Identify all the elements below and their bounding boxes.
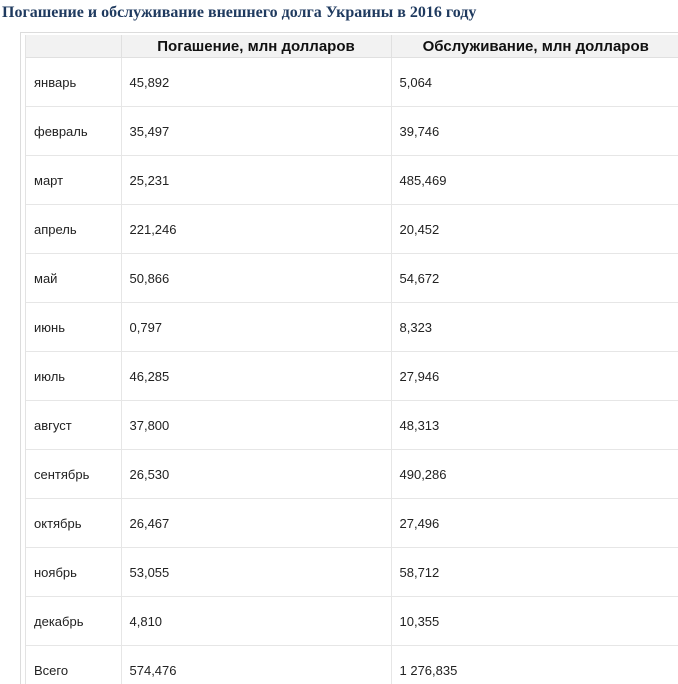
servicing-cell: 490,286 xyxy=(391,450,678,499)
table-row xyxy=(26,401,678,450)
table-body xyxy=(26,58,678,684)
header-month xyxy=(26,35,121,58)
servicing-cell: 27,946 xyxy=(391,352,678,401)
servicing-cell: 58,712 xyxy=(391,548,678,597)
table-row xyxy=(26,107,678,156)
servicing-cell: 10,355 xyxy=(391,597,678,646)
table-row xyxy=(26,58,678,107)
month-cell: август xyxy=(26,401,121,450)
header-servicing: Обслуживание, млн долларов xyxy=(391,35,678,58)
month-cell: апрель xyxy=(26,205,121,254)
month-cell: февраль xyxy=(26,107,121,156)
table-header-row xyxy=(26,35,678,58)
repayment-cell: 46,285 xyxy=(121,352,391,401)
month-cell: Всего xyxy=(26,646,121,684)
servicing-cell: 485,469 xyxy=(391,156,678,205)
repayment-cell: 53,055 xyxy=(121,548,391,597)
table-row xyxy=(26,156,678,205)
servicing-cell: 8,323 xyxy=(391,303,678,352)
month-cell: июнь xyxy=(26,303,121,352)
table-row xyxy=(26,352,678,401)
servicing-cell: 5,064 xyxy=(391,58,678,107)
table-row xyxy=(26,548,678,597)
repayment-cell: 26,530 xyxy=(121,450,391,499)
repayment-cell: 35,497 xyxy=(121,107,391,156)
repayment-cell: 574,476 xyxy=(121,646,391,684)
table-row xyxy=(26,450,678,499)
month-cell: январь xyxy=(26,58,121,107)
month-cell: май xyxy=(26,254,121,303)
month-cell: декабрь xyxy=(26,597,121,646)
servicing-cell: 1 276,835 xyxy=(399,662,458,678)
repayment-cell: 25,231 xyxy=(121,156,391,205)
repayment-cell: 45,892 xyxy=(121,58,391,107)
month-cell: март xyxy=(26,156,121,205)
repayment-cell: 0,797 xyxy=(121,303,391,352)
table-frame xyxy=(20,32,678,684)
table-row xyxy=(26,303,678,352)
month-cell: июль xyxy=(26,352,121,401)
table-row xyxy=(26,597,678,646)
table-container xyxy=(25,35,678,684)
repayment-cell: 37,800 xyxy=(121,401,391,450)
repayment-cell: 50,866 xyxy=(121,254,391,303)
table-row xyxy=(26,646,678,684)
servicing-cell: 20,452 xyxy=(391,205,678,254)
repayment-cell: 4,810 xyxy=(121,597,391,646)
repayment-cell: 26,467 xyxy=(121,499,391,548)
servicing-cell: 48,313 xyxy=(391,401,678,450)
servicing-cell: 27,496 xyxy=(391,499,678,548)
table-row xyxy=(26,499,678,548)
repayment-cell: 221,246 xyxy=(121,205,391,254)
month-cell: сентябрь xyxy=(26,450,121,499)
page-title: Погашение и обслуживание внешнего долга Украины в 2016 году xyxy=(2,4,477,21)
header-repayment: Погашение, млн долларов xyxy=(121,35,391,58)
debt-table xyxy=(26,35,678,684)
table-row xyxy=(26,254,678,303)
table-row xyxy=(26,205,678,254)
month-cell: ноябрь xyxy=(26,548,121,597)
servicing-cell: 39,746 xyxy=(391,107,678,156)
month-cell: октябрь xyxy=(26,499,121,548)
servicing-cell: 54,672 xyxy=(391,254,678,303)
